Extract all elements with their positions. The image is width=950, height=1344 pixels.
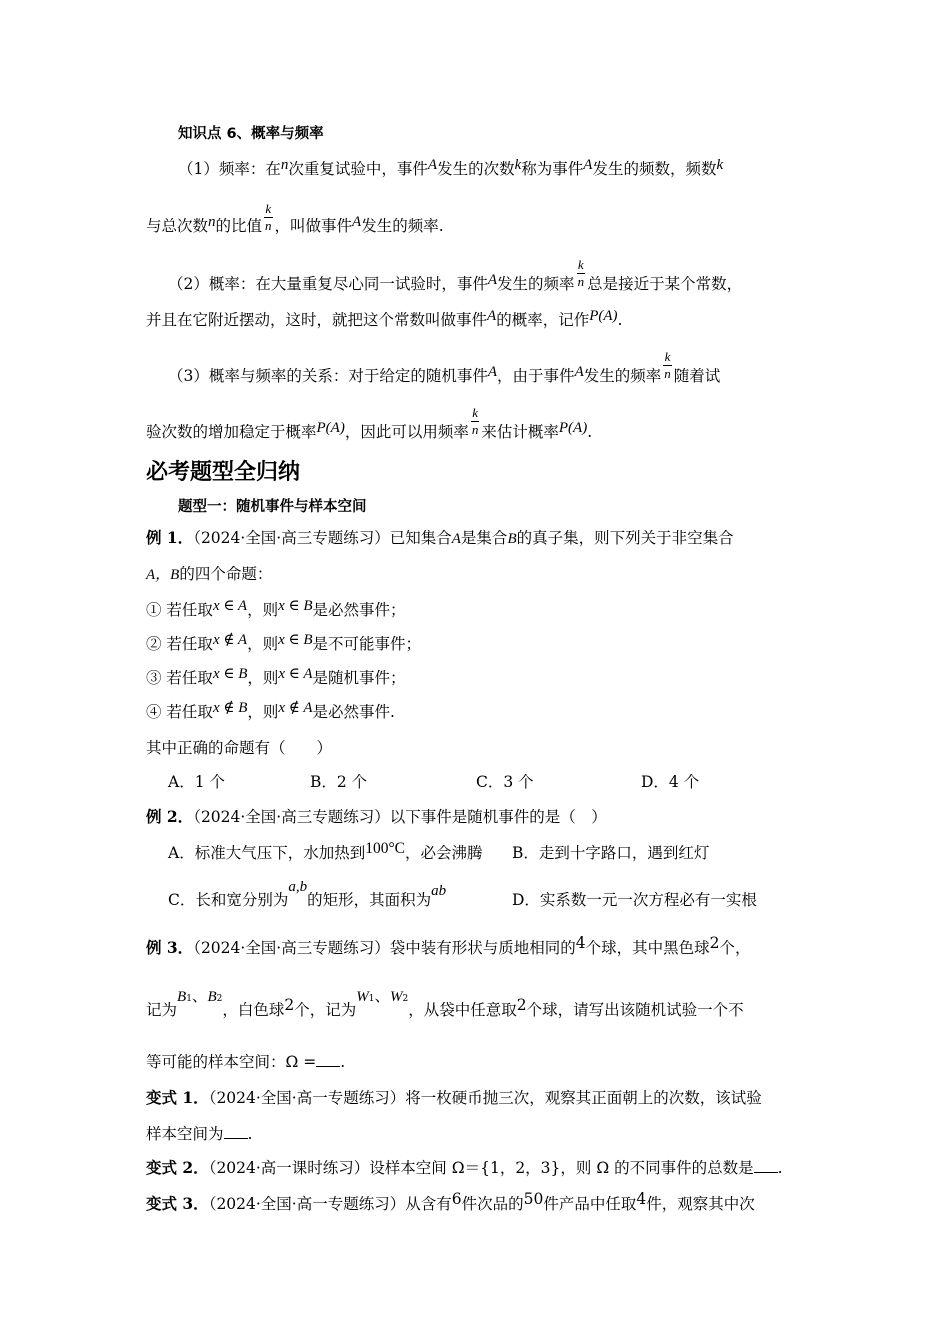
text: 件次品的 <box>461 1195 524 1213</box>
math-x-in-B: x ∈ B <box>278 632 313 648</box>
math-sets: A，B <box>146 567 180 583</box>
frac-den: n <box>265 217 272 233</box>
fraction-k-over-n <box>663 349 672 382</box>
math-omega: Ω = <box>285 1053 317 1071</box>
text: ④ 若任取 <box>146 703 213 721</box>
text: ，白色球 <box>222 1001 285 1019</box>
math-A: A <box>352 214 362 230</box>
math-A: A <box>583 157 593 173</box>
subscript: 1 <box>368 994 375 1004</box>
math-6: 6 <box>451 1190 462 1208</box>
text: （2）概率：在大量重复尽心同一试验时，事件 <box>168 275 488 293</box>
text: ，必会沸腾 <box>405 844 483 862</box>
text: ，则 <box>247 635 279 653</box>
text: 发生的频率 <box>583 367 662 385</box>
example-1-item-1 <box>146 600 406 621</box>
text: 件产品中任取 <box>543 1195 637 1213</box>
frac-num: k <box>577 256 584 272</box>
text: 、 <box>374 987 390 1005</box>
answer-blank[interactable] <box>316 1052 340 1067</box>
text: ，叫做事件 <box>274 217 353 235</box>
paragraph-frequency-line1 <box>178 159 723 180</box>
text: 的比值 <box>215 217 263 235</box>
math-A: A <box>487 308 497 324</box>
variant-label: 变式 2． <box>146 1158 209 1177</box>
text: （1）频率：在 <box>178 160 281 178</box>
text: A．标准大气压下，水加热到 <box>168 844 366 862</box>
example-2-stem <box>146 807 607 827</box>
text: 个球，请写出该随机试验一个不 <box>526 1001 744 1019</box>
math-2: 2 <box>516 996 527 1014</box>
math-PA: P(A) <box>589 308 618 324</box>
math-ab: ab <box>431 883 447 899</box>
text: （2024·全国·高三专题练习）以下事件是随机事件的是（ ） <box>193 808 607 826</box>
text: （2024·全国·高三专题练习）袋中装有形状与质地相同的 <box>193 939 576 957</box>
text: 是集合 <box>460 529 508 547</box>
example-label: 例 1． <box>146 528 194 547</box>
math-4: 4 <box>575 934 586 952</box>
text: 验次数的增加稳定于概率 <box>146 423 317 441</box>
paragraph-relation-line1 <box>168 348 721 395</box>
variant-2-line1 <box>146 1158 783 1178</box>
text: （2024·全国·高一专题练习）从含有 <box>208 1195 452 1213</box>
text: 随着试 <box>673 367 721 385</box>
text: . <box>777 1159 783 1177</box>
math-x-notin-A: x ∉ A <box>278 700 313 716</box>
text: 的真子集，则下列关于非空集合 <box>516 529 734 547</box>
fraction-k-over-n <box>577 257 586 290</box>
frac-den: n <box>471 421 479 437</box>
text: 是随机事件； <box>312 669 406 687</box>
math-x-in-A: x ∈ A <box>212 598 248 614</box>
example-1-stem <box>146 528 734 549</box>
text: 件，观察其中次 <box>646 1195 755 1213</box>
text: 发生的频率 <box>497 275 575 293</box>
frac-num: k <box>472 404 478 420</box>
math-4: 4 <box>636 1190 647 1208</box>
math-x-in-B: x ∈ B <box>278 598 313 614</box>
text: . <box>340 1053 346 1071</box>
math-A: A <box>574 364 584 380</box>
text: （2024·全国·高一专题练习）将一枚硬币抛三次，观察其正面朝上的次数，该试验 <box>208 1089 762 1107</box>
example-1-item-3 <box>146 668 406 689</box>
math-2: 2 <box>709 934 720 952</box>
frac-num: k <box>664 348 671 364</box>
type-heading: 题型一：随机事件与样本空间 <box>178 499 367 515</box>
example-1-item-2 <box>146 634 421 655</box>
text: 是不可能事件； <box>312 635 422 653</box>
frac-den: n <box>577 273 585 289</box>
example-label: 例 2． <box>146 807 194 826</box>
text: . <box>617 311 623 329</box>
math-2: 2 <box>284 996 295 1014</box>
text: 的概率，记作 <box>496 311 590 329</box>
text: ，则 <box>247 703 279 721</box>
math-k: k <box>514 157 522 173</box>
text: 总是接近于某个常数， <box>587 275 743 293</box>
text: 是必然事件. <box>312 703 395 721</box>
math-PA: P(A) <box>558 420 588 436</box>
example-2-option-a <box>168 840 483 864</box>
math-50: 50 <box>523 1190 544 1208</box>
answer-blank[interactable] <box>224 1124 248 1139</box>
section-title: 必考题型全归纳 <box>146 460 301 485</box>
math-W: W <box>356 989 369 1005</box>
math-x-in-B: x ∈ B <box>212 666 248 682</box>
example-2-option-c <box>168 879 447 911</box>
variant-1-line2 <box>146 1124 252 1144</box>
math-W1-W2 <box>356 987 408 1005</box>
paragraph-probability-line2 <box>146 310 622 331</box>
text: 次重复试验中，事件 <box>288 160 428 178</box>
text: 、 <box>191 987 208 1005</box>
math-A: A <box>427 157 438 173</box>
text: 的四个命题： <box>179 565 273 583</box>
frac-den: n <box>664 365 671 381</box>
text: （3）概率与频率的关系：对于给定的随机事件 <box>168 367 488 385</box>
text: ，由于事件 <box>497 367 575 385</box>
example-3-line3 <box>146 1052 345 1072</box>
text: . <box>247 1125 253 1143</box>
text: 发生的频率. <box>361 217 444 235</box>
example-label: 例 3． <box>146 938 194 957</box>
example-1-option-b: B．2 个 <box>310 773 368 791</box>
math-x-in-A: x ∈ A <box>278 666 313 682</box>
text: 样本空间为 <box>146 1125 224 1143</box>
paragraph-frequency-line2 <box>146 200 444 244</box>
fraction-k-over-n <box>264 201 273 234</box>
math-A: A <box>487 272 498 288</box>
math-temp: 100°C <box>365 840 405 857</box>
text: 是必然事件； <box>312 601 406 619</box>
text: 记为 <box>146 1001 178 1019</box>
example-3-line2 <box>146 987 744 1023</box>
math-x-notin-B: x ∉ B <box>212 700 248 716</box>
text: ，则 <box>247 601 279 619</box>
example-1-option-d: D．4 个 <box>641 773 700 791</box>
example-3-line1 <box>146 934 751 958</box>
paragraph-relation-line2 <box>146 404 593 451</box>
example-2-option-d: D．实系数一元一次方程必有一实根 <box>512 891 757 909</box>
math-x-notin-A: x ∉ A <box>212 632 248 648</box>
text: 称为事件 <box>521 160 584 178</box>
text: 个， <box>719 939 751 957</box>
math-n: n <box>208 214 216 230</box>
text: 等可能的样本空间： <box>146 1053 286 1071</box>
text: 个球，其中黑色球 <box>585 939 710 957</box>
text: . <box>587 423 593 441</box>
subscript: 2 <box>216 994 223 1004</box>
text: ② 若任取 <box>146 635 213 653</box>
text: ，从袋中任意取 <box>408 1001 517 1019</box>
text: 并且在它附近摆动，这时，就把这个常数叫做事件 <box>146 311 488 329</box>
text: ③ 若任取 <box>146 669 213 687</box>
text: ，因此可以用频率 <box>344 423 469 441</box>
text: 发生的频数，频数 <box>592 160 717 178</box>
fraction-k-over-n <box>471 405 480 438</box>
example-1-question: 其中正确的命题有（ ） <box>146 739 333 757</box>
example-1-item-4 <box>146 702 395 723</box>
variant-label: 变式 1． <box>146 1088 209 1107</box>
example-1-option-c: C．3 个 <box>476 773 534 791</box>
paragraph-probability-line1 <box>168 256 743 303</box>
math-PA: P(A) <box>316 420 345 436</box>
math-B: B <box>207 989 217 1005</box>
math-A: A <box>487 364 498 380</box>
variant-1-line1 <box>146 1088 762 1108</box>
variant-3-line1 <box>146 1190 755 1214</box>
text: 发生的次数 <box>437 160 515 178</box>
variant-label: 变式 3． <box>146 1194 209 1213</box>
example-2-option-b: B．走到十字路口，遇到红灯 <box>512 844 710 862</box>
text: 与总次数 <box>146 217 209 235</box>
answer-blank[interactable] <box>754 1158 778 1173</box>
subscript: 1 <box>186 994 192 1004</box>
math-B: B <box>507 531 517 547</box>
subscript: 2 <box>402 994 409 1004</box>
math-n: n <box>280 157 289 173</box>
math-W: W <box>390 989 403 1005</box>
text: ① 若任取 <box>146 601 213 619</box>
frac-num: k <box>265 200 272 216</box>
text: ，则 <box>247 669 279 687</box>
text: 个，记为 <box>294 1001 357 1019</box>
section-heading: 知识点 6、概率与频率 <box>178 126 324 142</box>
text: 来估计概率 <box>481 423 559 441</box>
math-B: B <box>177 989 187 1005</box>
text: C．长和宽分别为 <box>168 891 289 909</box>
text: （2024·全国·高三专题练习）已知集合 <box>193 529 452 547</box>
math-k: k <box>716 157 724 173</box>
example-1-line2 <box>146 564 272 585</box>
text: （2024·高一课时练习）设样本空间 Ω＝{1，2，3}，则 Ω 的不同事件的总数是 <box>208 1159 754 1177</box>
math-B1-B2 <box>177 987 222 1005</box>
math-A: A <box>451 531 461 547</box>
example-1-option-a: A．1 个 <box>168 773 225 791</box>
math-a-b: a,b <box>288 879 308 895</box>
text: 的矩形，其面积为 <box>307 891 432 909</box>
